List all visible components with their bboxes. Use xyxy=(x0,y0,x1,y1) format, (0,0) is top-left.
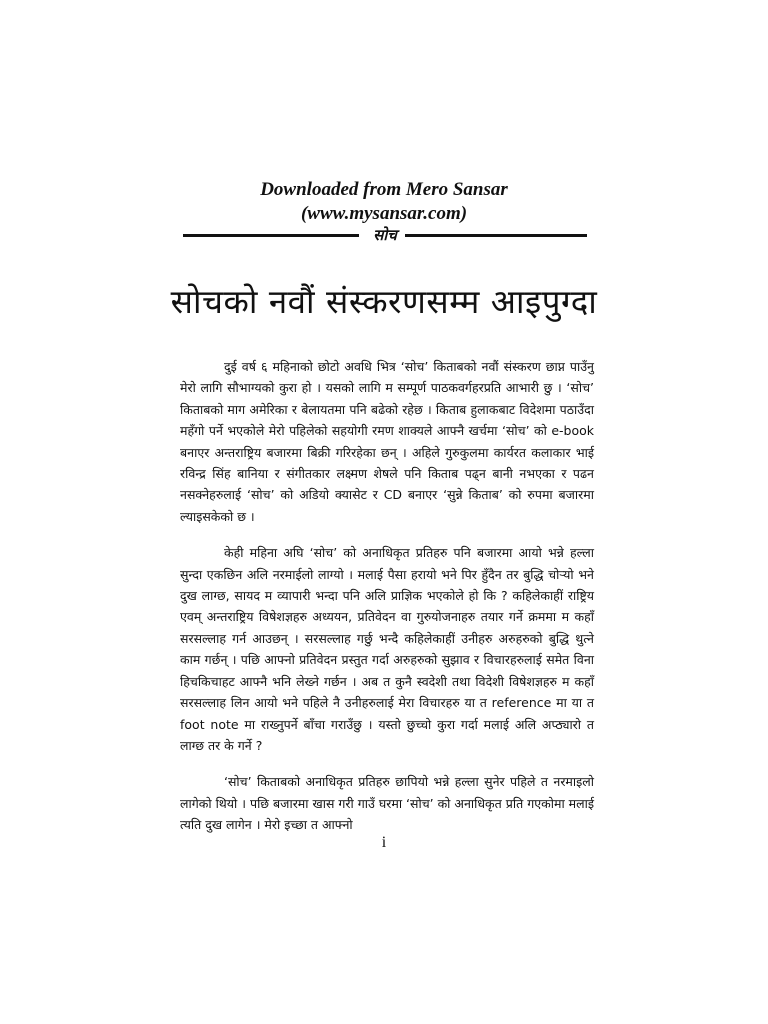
chapter-title: सोचको नवौं संस्करणसम्म आइपुग्दा xyxy=(170,282,598,321)
section-divider xyxy=(183,224,587,246)
divider-rule-right xyxy=(405,234,587,237)
paragraph: ‘सोच’ किताबको अनाधिकृत प्रतिहरु छापियो भन्ने हल्ला सुनेर पहिले त नरमाइलो लागेको थियो । पछि बजारमा खास गरी गाउँ घरमा ‘सोच’ को अनाधिकृत प्रति गएकोमा मलाई त्यति दुख लागेन । मेरो इच्छा त आफ्नो xyxy=(180,774,594,833)
divider-rule-left xyxy=(183,234,359,237)
download-source-line: Downloaded from Mero Sansar xyxy=(260,179,508,200)
download-url-line: (www.mysansar.com) xyxy=(300,203,468,224)
paragraph: केही महिना अघि ‘सोच’ को अनाधिकृत प्रतिहरु पनि बजारमा आयो भन्ने हल्ला सुन्दा एकछिन अलि नरमाईलो लाग्यो । मलाई पैसा हरायो भने पिर हुँदैन तर बुद्धि चोर्‍यो भने दुख लाग्छ, सायद म व्यापारी भन्दा पनि अलि प्राज्ञिक भएकोले हो कि ? कहिलेकाहीं राष्ट्रिय एवम् अन्तराष्ट्रिय विषेशज्ञहरु अध्ययन, प्रतिवेदन वा गुरुयोजनाहरु तयार गर्ने क्रममा म कहाँ सरसल्लाह गर्न आउछन् । सरसल्लाह गर्छु भन्दै कहिलेकाहीं उनीहरु अरुहरुको बुद्धि थुत्ने काम गर्छन् । पछि आफ्नो प्रतिवेदन प्रस्तुत गर्दा अरुहरुको सुझाव र विचारहरुलाई समेत विना हिचकिचाहट आफ्नै भनि लेख्ने गर्छन । अब त कुनै स्वदेशी तथा विदेशी विषेशज्ञहरु म कहाँ सरसल्लाह लिन आयो भने पहिले नै उनीहरुलाई मेरा विचारहरु या त reference मा या त foot note मा राख्नुपर्ने बाँचा गराउँछु । यस्तो छुच्चो कुरा गर्दा मलाई अलि अप्ठ्यारो त लाग्छ तर के गर्ने ? xyxy=(180,545,594,753)
page-number: i xyxy=(381,834,387,851)
section-label: सोच xyxy=(373,226,397,244)
body-text xyxy=(180,356,594,851)
download-header xyxy=(0,178,768,226)
paragraph: दुई वर्ष ६ महिनाको छोटो अवधि भित्र ‘सोच’ किताबको नवौं संस्करण छाप्न पाउँनु मेरो लागि सौभाग्यको कुरा हो । यसको लागि म सम्पूर्ण पाठकवर्गहरप्रति आभारी छु । ‘सोच’ किताबको माग अमेरिका र बेलायतमा पनि बढेको रहेछ । किताब हुलाकबाट विदेशमा पठाउँदा महँगो पर्ने भएकोले मेरो पहिलेको सहयोगी रमण शाक्यले आफ्नै खर्चमा ‘सोच’ को e-book बनाएर अन्तराष्ट्रिय बजारमा बिक्री गरिरहेका छन् । अहिले गुरुकुलमा कार्यरत कलाकार भाई रविन्द्र सिंह बानिया र संगीतकार लक्ष्मण शेषले पनि किताब पढ्न बानी नभएका र पढन नसक्नेहरुलाई ‘सोच’ को अडियो क्यासेट र CD बनाएर ‘सुन्ने किताब’ को रुपमा बजारमा ल्याइसकेको छ । xyxy=(180,359,594,524)
